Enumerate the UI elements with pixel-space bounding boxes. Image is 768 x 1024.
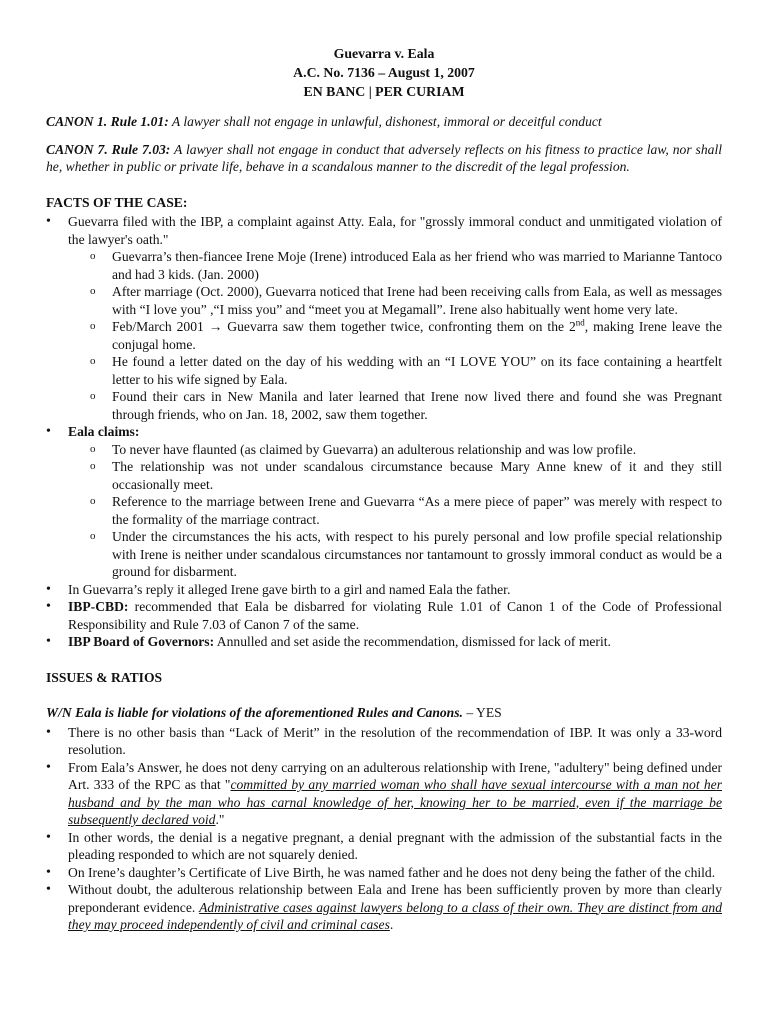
issues-heading: ISSUES & RATIOS (46, 669, 163, 685)
list-item: o To never have flaunted (as claimed by Guevarra) an adulterous relationship and was low profile. (90, 441, 722, 459)
list-item: • IBP Board of Governors: Annulled and set aside the recommendation, dismissed for lack of merit. (46, 633, 722, 651)
canon-label: CANON 7. Rule 7.03: (46, 141, 171, 157)
eala-claims-label: Eala claims: (68, 424, 140, 439)
issue-question: W/N Eala is liable for violations of the aforementioned Rules and Canons. – YES (46, 705, 502, 720)
court-division: EN BANC | PER CURIAM (303, 84, 465, 99)
adultery-definition: committed by any married woman who shall have sexual intercourse with a man not her husband and by the man who has carnal knowledge of her, knowing her to be married, even if the marriage be subsequently declared void (68, 777, 722, 827)
ibp-bog-label: IBP Board of Governors: (68, 634, 215, 649)
list-item: • From Eala’s Answer, he does not deny carrying on an adulterous relationship with Irene, "adultery" being defined under Art. 333 of the RPC as that "committed by any married woman who shall have sexual intercourse with a man not her husband and by the man who has carnal knowledge of her, knowing her to be married, even if the marriage be subsequently declared void." (46, 759, 722, 829)
facts-list (46, 213, 722, 651)
list-item: • IBP-CBD: recommended that Eala be disbarred for violating Rule 1.01 of Canon 1 of the Code of Professional Responsibility and Rule 7.03 of Canon 7 of the same. (46, 598, 722, 633)
canon-label: CANON 1. Rule 1.01: (46, 114, 169, 129)
list-item: • There is no other basis than “Lack of Merit” in the resolution of the recommendation of IBP. It was only a 33-word resolution. (46, 724, 722, 759)
case-title: Guevarra v. Eala (333, 46, 435, 61)
case-number: A.C. No. 7136 – August 1, 2007 (293, 65, 475, 80)
ibp-cbd-label: IBP-CBD: (68, 599, 129, 614)
list-item: • In other words, the denial is a negative pregnant, a denial pregnant with the admission of the substantial facts in the pleading responded to which are not squarely denied. (46, 829, 722, 864)
list-item: o Guevarra’s then-fiancee Irene Moje (Irene) introduced Eala as her friend who was married to Marianne Tantoco and had 3 kids. (Jan. 2000) (90, 248, 722, 283)
case-header (46, 44, 722, 101)
canon-text: A lawyer shall not engage in conduct that adversely reflects on his fitness to practice law, nor shall he, whether in public or private life, behave in a scandalous manner to the discredit of the legal profession. (46, 141, 722, 174)
issue-answer: – YES (462, 705, 502, 720)
admin-cases-note: Administrative cases against lawyers belong to a class of their own. They are distinct from and they may proceed independently of civil and criminal cases (68, 899, 722, 932)
list-item: o He found a letter dated on the day of his wedding with an “I LOVE YOU” on its face containing a heartfelt letter to his wife signed by Eala. (90, 353, 722, 388)
list-item (46, 423, 722, 581)
list-item: o Reference to the marriage between Irene and Guevarra “As a mere piece of paper” was merely with respect to the formality of the marriage contract. (90, 493, 722, 528)
list-item: o After marriage (Oct. 2000), Guevarra noticed that Irene had been receiving calls from Eala, as well as messages with “I love you” ,“I miss you” and “meet you at Megamall”. Irene also habitually went home very late. (90, 283, 722, 318)
list-item: o Feb/March 2001 → Guevarra saw them together twice, confronting them on the 2nd, making Irene leave the conjugal home. (90, 318, 722, 353)
eala-claims-list (68, 441, 722, 581)
list-item: • On Irene’s daughter’s Certificate of Live Birth, he was named father and he does not deny being the father of the child. (46, 864, 722, 882)
canon-1 (46, 113, 722, 131)
complaint-details (68, 248, 722, 423)
list-item: • In Guevarra’s reply it alleged Irene gave birth to a girl and named Eala the father. (46, 581, 722, 599)
list-item: o Found their cars in New Manila and later learned that Irene now lived there and found she was Pregnant through friends, who on Jan. 18, 2002, saw them together. (90, 388, 722, 423)
list-item: o Under the circumstances the his acts, with respect to his purely personal and low profile special relationship with Irene is neither under scandalous circumstances nor tantamount to grossly immoral conduct as would be a ground for disbarment. (90, 528, 722, 581)
ratio-list (46, 724, 722, 934)
list-item: • Without doubt, the adulterous relationship between Eala and Irene has been sufficiently proven by more than clearly preponderant evidence. Administrative cases against lawyers belong to a class of their own. They are distinct from and they may proceed independently of civil and criminal cases. (46, 881, 722, 934)
canon-text: A lawyer shall not engage in unlawful, dishonest, immoral or deceitful conduct (168, 114, 602, 129)
complaint-text: Guevarra filed with the IBP, a complaint against Atty. Eala, for "grossly immoral conduct and unmitigated violation of the lawyer's oath." (68, 214, 722, 247)
list-item: o The relationship was not under scandalous circumstance because Mary Anne knew of it and they still occasionally meet. (90, 458, 722, 493)
canon-7 (46, 141, 722, 176)
list-item (46, 213, 722, 423)
facts-heading: FACTS OF THE CASE: (46, 194, 188, 210)
